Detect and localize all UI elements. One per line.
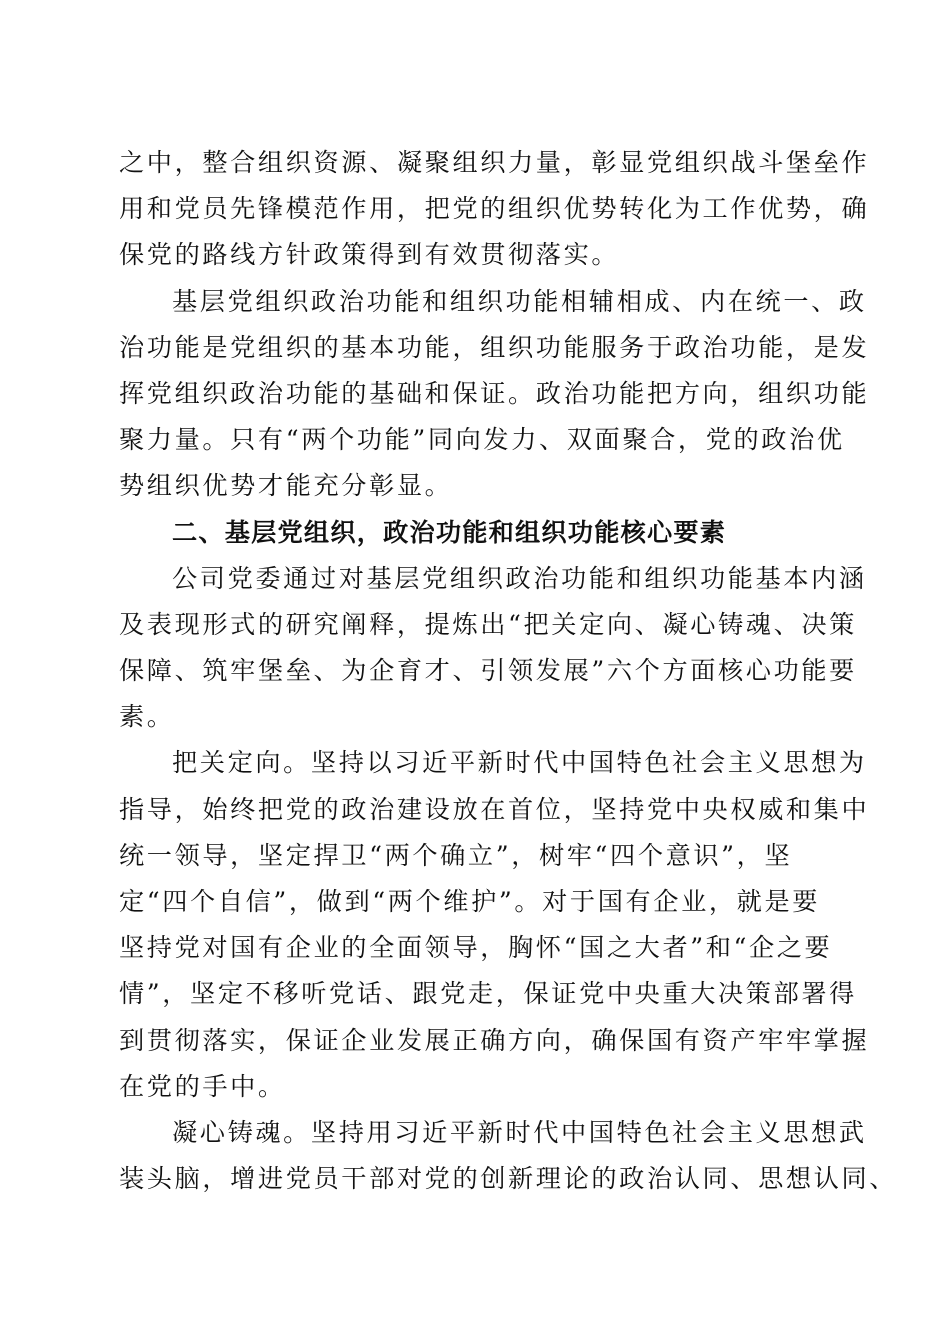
section-heading: 二、基层党组织，政治功能和组织功能核心要素 xyxy=(172,517,727,547)
text-line: 在党的手中。 xyxy=(119,1071,286,1101)
text-line: 之中，整合组织资源、凝聚组织力量，彰显党组织战斗堡垒作 xyxy=(119,148,870,177)
text-line: 素。 xyxy=(119,702,175,732)
text-line: 指导，始终把党的政治建设放在首位，坚持党中央权威和集中 xyxy=(119,794,870,824)
text-line: 及表现形式的研究阐释，提炼出“把关定向、凝心铸魂、决策 xyxy=(119,609,857,639)
paragraph-first-line: 凝心铸魂。坚持用习近平新时代中国特色社会主义思想武 xyxy=(172,1117,867,1147)
paragraph-first-line: 把关定向。坚持以习近平新时代中国特色社会主义思想为 xyxy=(172,748,867,778)
text-line: 治功能是党组织的基本功能，组织功能服务于政治功能，是发 xyxy=(119,332,870,362)
text-line: 装头脑，增进党员干部对党的创新理论的政治认同、思想认同、 xyxy=(119,1164,898,1194)
text-line: 定“四个自信”，做到“两个维护”。对于国有企业，就是要 xyxy=(119,887,821,916)
text-line: 统一领导，坚定捍卫“两个确立”，树牢“四个意识”，坚 xyxy=(119,840,793,870)
text-line: 保党的路线方针政策得到有效贯彻落实。 xyxy=(119,240,620,270)
text-line: 挥党组织政治功能的基础和保证。政治功能把方向，组织功能 xyxy=(119,378,870,408)
paragraph-first-line: 基层党组织政治功能和组织功能相辅相成、内在统一、政 xyxy=(172,286,867,316)
document-body xyxy=(119,140,898,1202)
text-line: 聚力量。只有“两个功能”同向发力、双面聚合，党的政治优 xyxy=(119,425,845,455)
text-line: 坚持党对国有企业的全面领导，胸怀“国之大者”和“企之要 xyxy=(119,933,833,963)
text-line: 保障、筑牢堡垒、为企育才、引领发展”六个方面核心功能要 xyxy=(119,656,857,686)
text-line: 用和党员先锋模范作用，把党的组织优势转化为工作优势，确 xyxy=(119,194,870,224)
text-line: 势组织优势才能充分彰显。 xyxy=(119,471,453,501)
text-line: 到贯彻落实，保证企业发展正确方向，确保国有资产牢牢掌握 xyxy=(119,1025,870,1055)
text-line: 情”，坚定不移听党话、跟党走，保证党中央重大决策部署得 xyxy=(119,979,857,1009)
paragraph-first-line: 公司党委通过对基层党组织政治功能和组织功能基本内涵 xyxy=(172,563,867,593)
